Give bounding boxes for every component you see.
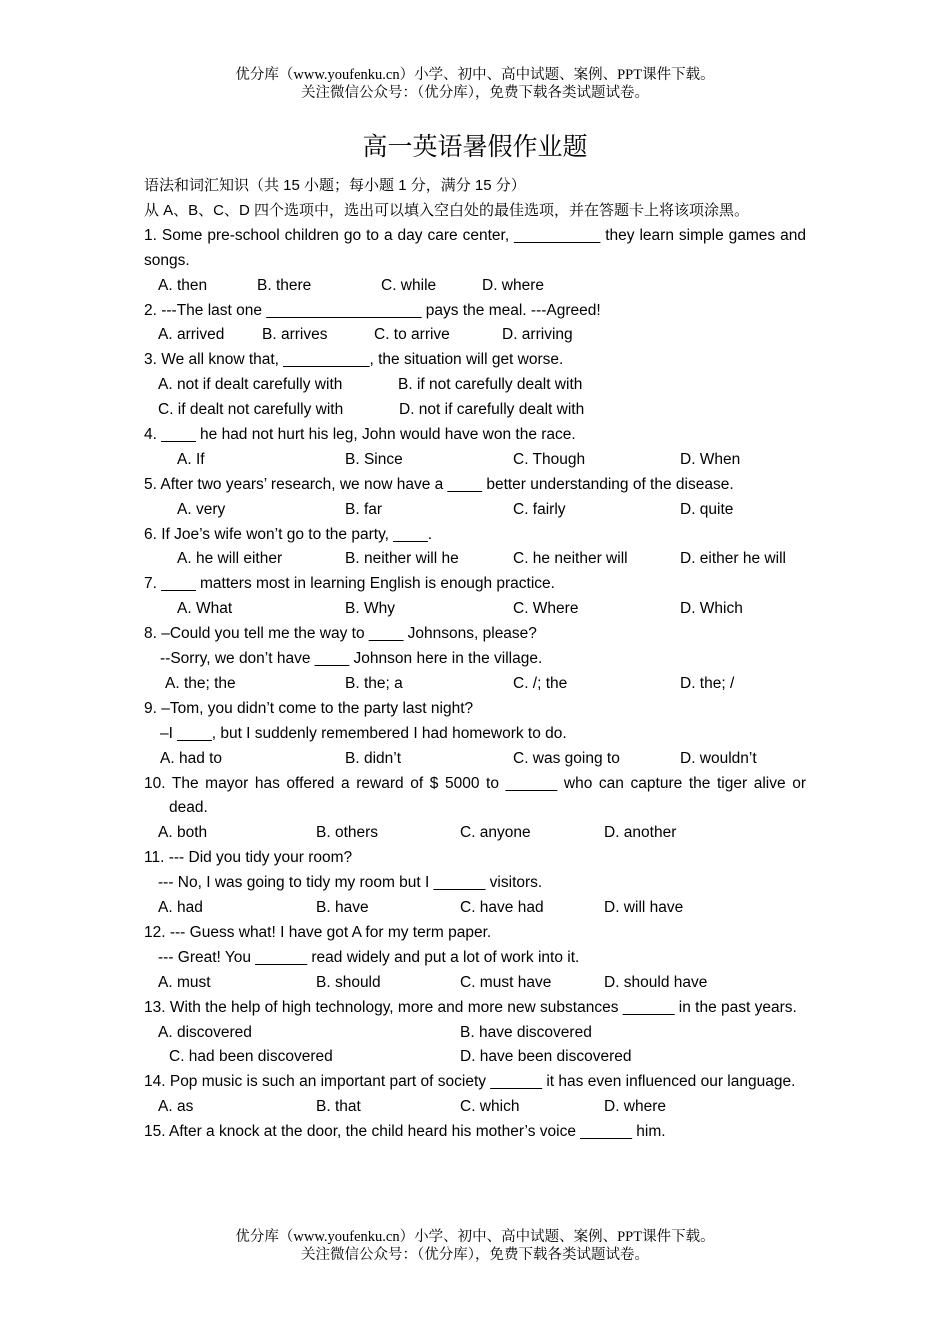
option-a[interactable]: A. must (158, 973, 211, 991)
option-d[interactable]: D. arriving (502, 326, 573, 344)
question-text: 6. If Joe’s wife won’t go to the party, ____. (144, 525, 433, 543)
question-list (144, 224, 806, 1145)
question-10 (144, 772, 806, 847)
option-d[interactable]: D. another (604, 824, 677, 842)
options-row (144, 547, 806, 572)
option-c[interactable]: C. have had (460, 899, 544, 917)
question-text: 12. --- Guess what! I have got A for my term paper. (144, 923, 492, 941)
options-row (144, 373, 806, 398)
option-a[interactable]: A. the; the (165, 674, 236, 692)
option-b[interactable]: B. should (316, 973, 381, 991)
question-14 (144, 1070, 806, 1120)
option-b[interactable]: B. others (316, 824, 379, 842)
option-c[interactable]: C. while (381, 276, 437, 294)
header-line-2: 关注微信公众号：（优分库），免费下载各类试题试卷。 (301, 85, 649, 101)
question-subline: --- No, I was going to tidy my room but I ______ visitors. (158, 874, 543, 892)
option-d[interactable]: D. the; / (680, 674, 735, 692)
option-b[interactable]: B. there (257, 276, 312, 294)
question-9 (144, 697, 806, 772)
footer-line-2: 关注微信公众号：（优分库），免费下载各类试题试卷。 (301, 1247, 649, 1263)
option-c[interactable]: C. must have (460, 973, 552, 991)
question-text: 5. After two years’ research, we now have a ____ better understanding of the disease. (144, 475, 734, 493)
option-c[interactable]: C. fairly (513, 500, 566, 518)
question-subline: --- Great! You ______ read widely and put a lot of work into it. (158, 948, 580, 966)
option-c[interactable]: C. which (460, 1098, 520, 1116)
option-a[interactable]: A. had (158, 899, 203, 917)
footer-line-1: 优分库（www.youfenku.cn）小学、初中、高中试题、案例、PPT课件下载。 (235, 1229, 715, 1245)
option-c[interactable]: C. had been discovered (169, 1048, 333, 1066)
option-a[interactable]: A. both (158, 824, 208, 842)
option-b[interactable]: B. if not carefully dealt with (398, 376, 583, 394)
option-b[interactable]: B. have (316, 899, 369, 917)
options-row (144, 1095, 806, 1120)
options-row (144, 448, 806, 473)
option-d[interactable]: D. will have (604, 899, 684, 917)
options-row (144, 672, 806, 697)
page-header (0, 66, 950, 102)
option-b[interactable]: B. arrives (262, 326, 328, 344)
section-instructions: 从 A、B、C、D 四个选项中，选出可以填入空白处的最佳选项，并在答题卡上将该项涂黑。 (144, 201, 750, 219)
question-15 (144, 1120, 806, 1145)
question-subline: --Sorry, we don’t have ____ Johnson here in the village. (160, 650, 543, 668)
question-13 (144, 996, 806, 1071)
question-text: 8. –Could you tell me the way to ____ Johnsons, please? (144, 625, 537, 643)
question-text: 13. With the help of high technology, more and more new substances ______ in the past years. (144, 998, 797, 1016)
option-d[interactable]: D. have been discovered (460, 1048, 632, 1066)
options-row (144, 274, 806, 299)
question-subline: –I ____, but I suddenly remembered I had homework to do. (160, 724, 567, 742)
options-row (144, 323, 806, 348)
question-text: 3. We all know that, __________, the situation will get worse. (144, 351, 564, 369)
page-title: 高一英语暑假作业题 (362, 134, 588, 161)
option-c[interactable]: C. was going to (513, 749, 620, 767)
option-c[interactable]: C. anyone (460, 824, 531, 842)
question-text: 1. Some pre-school children go to a day care center, __________ they learn simple games and songs. (144, 226, 806, 269)
option-a[interactable]: A. not if dealt carefully with (158, 376, 343, 394)
option-d[interactable]: D. either he will (680, 550, 786, 568)
options-row (144, 498, 806, 523)
page-footer (0, 1228, 950, 1264)
options-row (144, 1021, 806, 1046)
option-d[interactable]: D. not if carefully dealt with (399, 401, 585, 419)
option-c[interactable]: C. he neither will (513, 550, 628, 568)
option-d[interactable]: D. where (482, 276, 545, 294)
option-d[interactable]: D. wouldn’t (680, 749, 757, 767)
question-text: 7. ____ matters most in learning English is enough practice. (144, 575, 555, 593)
option-c[interactable]: C. Though (513, 450, 586, 468)
question-12 (144, 921, 806, 996)
question-8 (144, 622, 806, 697)
options-row (144, 398, 806, 423)
option-a[interactable]: A. very (177, 500, 226, 518)
question-6 (144, 523, 806, 573)
option-c[interactable]: C. to arrive (374, 326, 450, 344)
option-b[interactable]: B. the; a (345, 674, 403, 692)
option-a[interactable]: A. What (177, 600, 233, 618)
option-a[interactable]: A. then (158, 276, 208, 294)
options-row (144, 747, 806, 772)
option-c[interactable]: C. /; the (513, 674, 568, 692)
question-3 (144, 348, 806, 423)
question-7 (144, 572, 806, 622)
option-b[interactable]: B. Since (345, 450, 403, 468)
question-text: 10. The mayor has offered a reward of $ 5000 to ______ who can capture the tiger alive or dead. (144, 774, 806, 817)
options-row (144, 821, 806, 846)
options-row (144, 971, 806, 996)
question-4 (144, 423, 806, 473)
option-d[interactable]: D. When (680, 450, 741, 468)
question-2 (144, 299, 806, 349)
question-11 (144, 846, 806, 921)
option-c[interactable]: C. Where (513, 600, 579, 618)
options-row (144, 597, 806, 622)
section-heading: 语法和词汇知识（共 15 小题；每小题 1 分，满分 15 分） (144, 177, 526, 194)
option-c[interactable]: C. if dealt not carefully with (158, 401, 344, 419)
header-line-1: 优分库（www.youfenku.cn）小学、初中、高中试题、案例、PPT课件下载。 (235, 67, 715, 83)
option-b[interactable]: B. have discovered (460, 1023, 592, 1041)
question-text: 9. –Tom, you didn’t come to the party last night? (144, 699, 474, 717)
question-text: 11. --- Did you tidy your room? (144, 849, 353, 867)
option-b[interactable]: B. neither will he (345, 550, 459, 568)
option-d[interactable]: D. quite (680, 500, 734, 518)
question-text: 14. Pop music is such an important part of society ______ it has even influenced our language. (144, 1073, 796, 1091)
option-d[interactable]: D. where (604, 1098, 667, 1116)
question-text: 15. After a knock at the door, the child heard his mother’s voice ______ him. (144, 1123, 666, 1141)
option-a[interactable]: A. he will either (177, 550, 283, 568)
exam-content (144, 174, 806, 1145)
option-d[interactable]: D. should have (604, 973, 708, 991)
question-text: 2. ---The last one __________________ pays the meal. ---Agreed! (144, 301, 601, 319)
options-row (144, 1045, 806, 1070)
options-row (144, 896, 806, 921)
option-a[interactable]: A. had to (160, 749, 223, 767)
option-a[interactable]: A. If (177, 450, 205, 468)
question-1 (144, 224, 806, 299)
option-d[interactable]: D. Which (680, 600, 743, 618)
question-text: 4. ____ he had not hurt his leg, John would have won the race. (144, 425, 576, 443)
option-b[interactable]: B. that (316, 1098, 361, 1116)
option-b[interactable]: B. far (345, 500, 383, 518)
option-b[interactable]: B. Why (345, 600, 395, 618)
question-5 (144, 473, 806, 523)
option-a[interactable]: A. arrived (158, 326, 225, 344)
option-a[interactable]: A. discovered (158, 1023, 252, 1041)
option-b[interactable]: B. didn’t (345, 749, 402, 767)
option-a[interactable]: A. as (158, 1098, 194, 1116)
